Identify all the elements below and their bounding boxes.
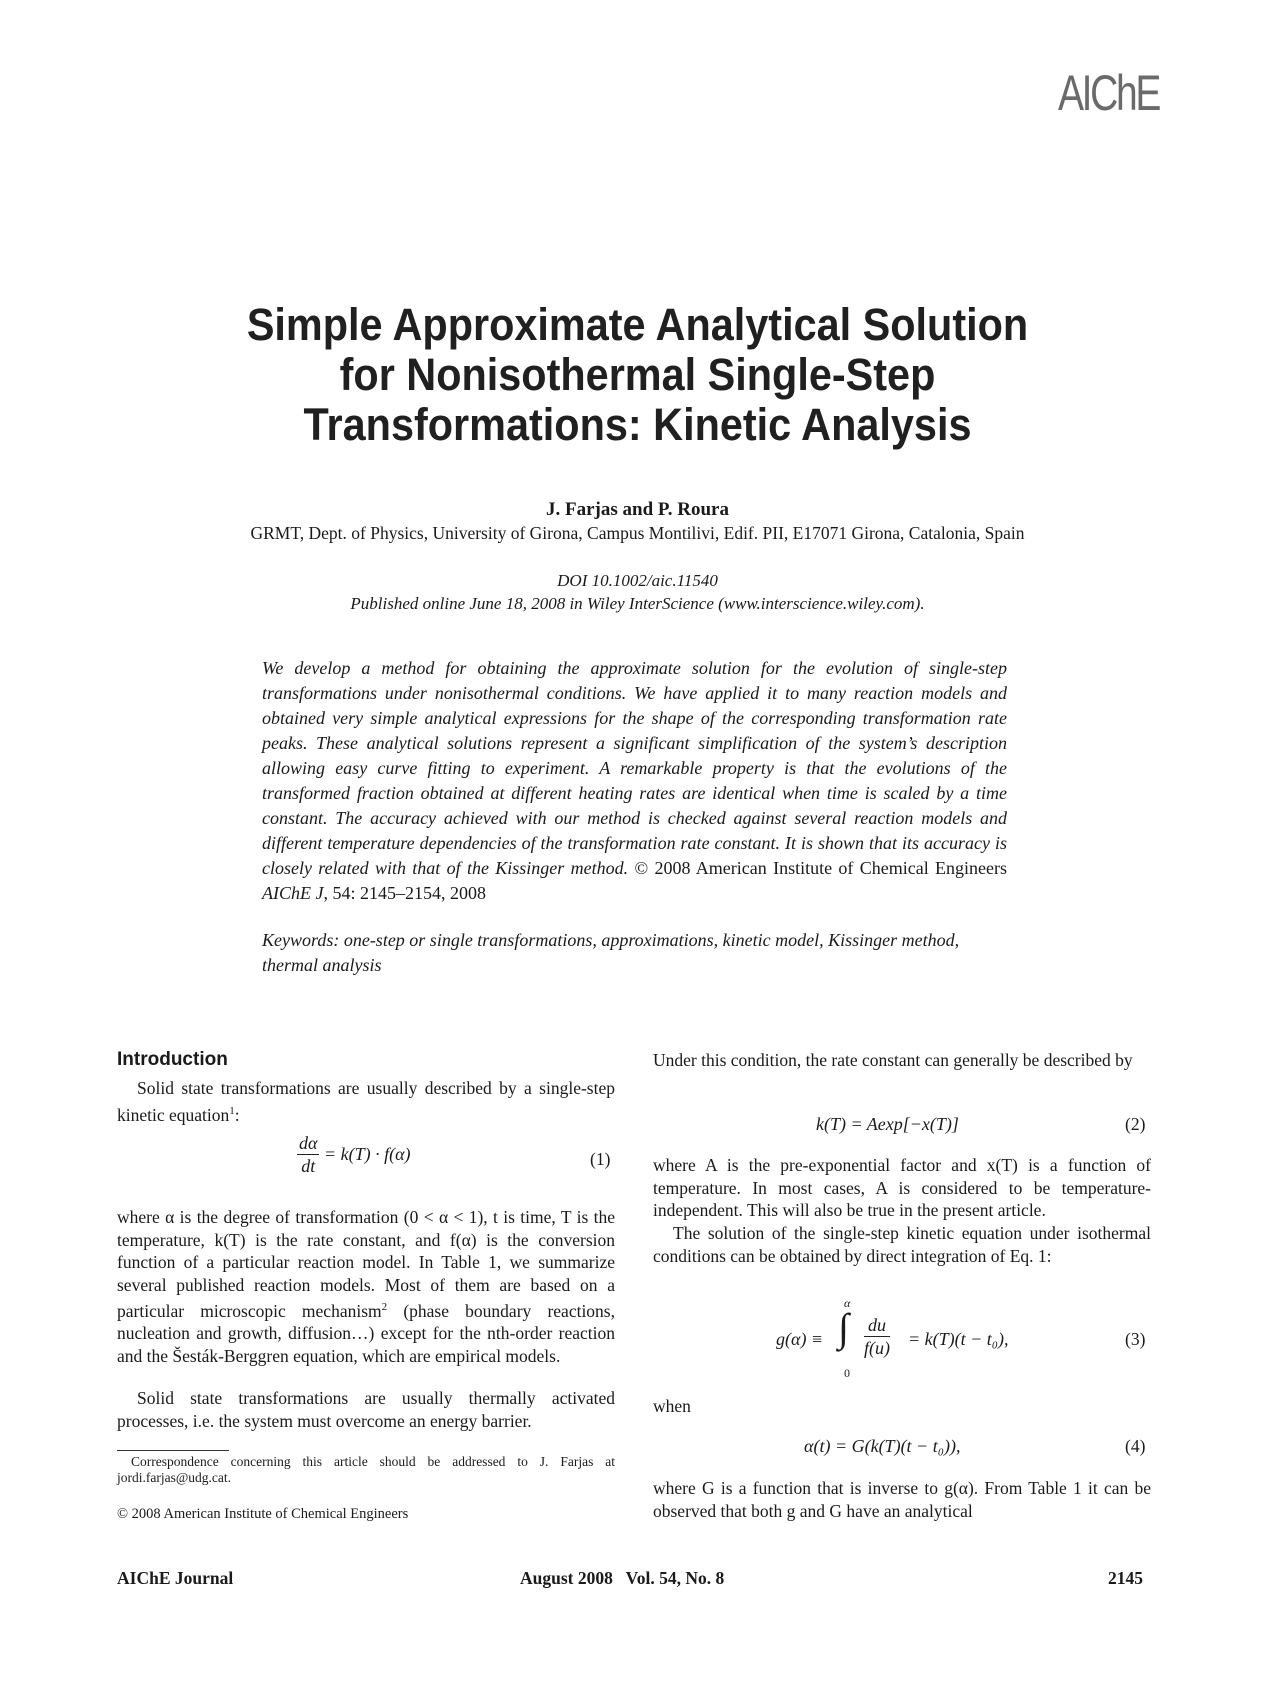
intro-paragraph-3: Solid state transformations are usually thermally activated processes, i.e. the system must overcome an energy barrier. <box>117 1388 615 1431</box>
eq3-fraction <box>864 1314 890 1359</box>
footer-issue: August 2008 Vol. 54, No. 8 <box>520 1568 725 1588</box>
right-paragraph-1: Under this condition, the rate constant can generally be described by <box>653 1050 1133 1070</box>
eq3-numerator: du <box>864 1314 890 1337</box>
footer-journal: AIChE Journal <box>117 1568 234 1588</box>
affiliation: GRMT, Dept. of Physics, University of Girona, Campus Montilivi, Edif. PII, E17071 Girona, Catalonia, Spain <box>250 523 1025 543</box>
footer-page-number: 2145 <box>1108 1568 1143 1588</box>
intro-p2b-text: (phase boundary reactions, nucleation and growth, diffusion…) except for the nth-order reaction and the Šesták-Berggren equation, which are empirical models. <box>117 1300 615 1366</box>
eq1-fraction: $\frac{d\alpha}{dt}$ <box>299 1133 318 1176</box>
intro-p2-text: where α is the degree of transformation (0 < α < 1), t is time, T is the temperature, k(T) is the rate constant, and f(α) is the conversion function of a particular reaction model. In Table 1, we summarize several published reaction models. Most of them are based on a particular microscopic mechanism <box>117 1207 615 1321</box>
equation-2-number: (2) <box>1125 1114 1146 1134</box>
right-paragraph-4: where G is a function that is inverse to g(α). From Table 1 it can be observed that both g and G have an analytical <box>653 1478 1151 1521</box>
correspondence-footnote: Correspondence concerning this article should be addressed to J. Farjas at jordi.farjas@udg.cat. <box>117 1454 615 1485</box>
copyright-notice: © 2008 American Institute of Chemical Engineers <box>117 1506 409 1522</box>
equation-4: α(t) = G(k(T)(t − t₀)), <box>804 1436 961 1456</box>
footnote-rule <box>117 1450 229 1451</box>
equation-4-number: (4) <box>1125 1436 1146 1456</box>
title-line: Simple Approximate Analytical Solution <box>246 299 1029 350</box>
intro-paragraph-1: Solid state transformations are usually described by a single-step kinetic equation$^1$: <box>117 1078 615 1125</box>
abstract-journal: AIChE J <box>262 883 324 903</box>
aiche-logo: AIChE <box>1058 65 1160 121</box>
section-heading-introduction: Introduction <box>117 1049 228 1070</box>
published-online: Published online June 18, 2008 in Wiley InterScience (www.interscience.wiley.com). <box>350 594 925 613</box>
equation-2: k(T) = Aexp[−x(T)] <box>816 1114 959 1134</box>
article-title <box>171 300 1105 450</box>
keywords: Keywords: one-step or single transformations, approximations, kinetic model, Kissinger method, thermal analysis <box>262 930 960 975</box>
title-line: for Nonisothermal Single-Step <box>339 349 936 400</box>
intro-p1-text: Solid state transformations are usually described by a single-step kinetic equation <box>117 1078 615 1125</box>
right-paragraph-2: where A is the pre-exponential factor and x(T) is a function of temperature. In most cases, A is considered to be temperature-independent. This will also be true in the present article. <box>653 1155 1151 1220</box>
eq3-upper-limit: α <box>844 1296 851 1310</box>
right-paragraph-3: The solution of the single-step kinetic equation under isothermal conditions can be obtained by direct integration of Eq. 1: <box>653 1223 1151 1266</box>
eq3-rhs: = k(T)(t − t₀), <box>908 1329 1009 1349</box>
intro-paragraph-2 <box>117 1206 615 1367</box>
authors: J. Farjas and P. Roura <box>546 499 729 520</box>
abstract-copyright: © 2008 American Institute of Chemical Engineers <box>634 858 1008 878</box>
eq3-lower-limit: 0 <box>844 1366 850 1380</box>
equation-3 <box>776 1296 1076 1380</box>
eq3-lhs: g(α) ≡ <box>776 1329 824 1349</box>
reference-1: 1 <box>229 1104 235 1117</box>
doi: DOI 10.1002/aic.11540 <box>557 571 718 590</box>
abstract-citation: , 54: 2145–2154, 2008 <box>323 883 486 903</box>
abstract-text: We develop a method for obtaining the approximate solution for the evolution of single-step transformations under nonisothermal conditions. We have applied it to many reaction models and obtained very simple analytical expressions for the shape of the corresponding transformation rate peaks. These analytical solutions represent a significant simplification of the system’s description allowing easy curve fitting to experiment. A remarkable property is that the evolutions of the transformed fraction obtained at different heating rates are identical when time is scaled by a time constant. The accuracy achieved with our method is checked against several reaction models and different temperature dependencies of the transformation rate constant. It is shown that its accuracy is closely related with that of the Kissinger method. <box>262 658 1007 878</box>
equation-1-number: (1) <box>590 1149 611 1169</box>
integral-sign: ∫ <box>838 1305 849 1350</box>
reference-2: 2 <box>381 1301 388 1313</box>
equation-3-number: (3) <box>1125 1329 1146 1349</box>
equation-1: $\frac{d\alpha}{dt}$ = k(T) · f(α) <box>299 1133 411 1176</box>
title-line: Transformations: Kinetic Analysis <box>303 399 972 450</box>
eq3-denominator: f(u) <box>864 1338 890 1358</box>
abstract <box>262 656 1007 906</box>
when-text: when <box>653 1396 691 1416</box>
